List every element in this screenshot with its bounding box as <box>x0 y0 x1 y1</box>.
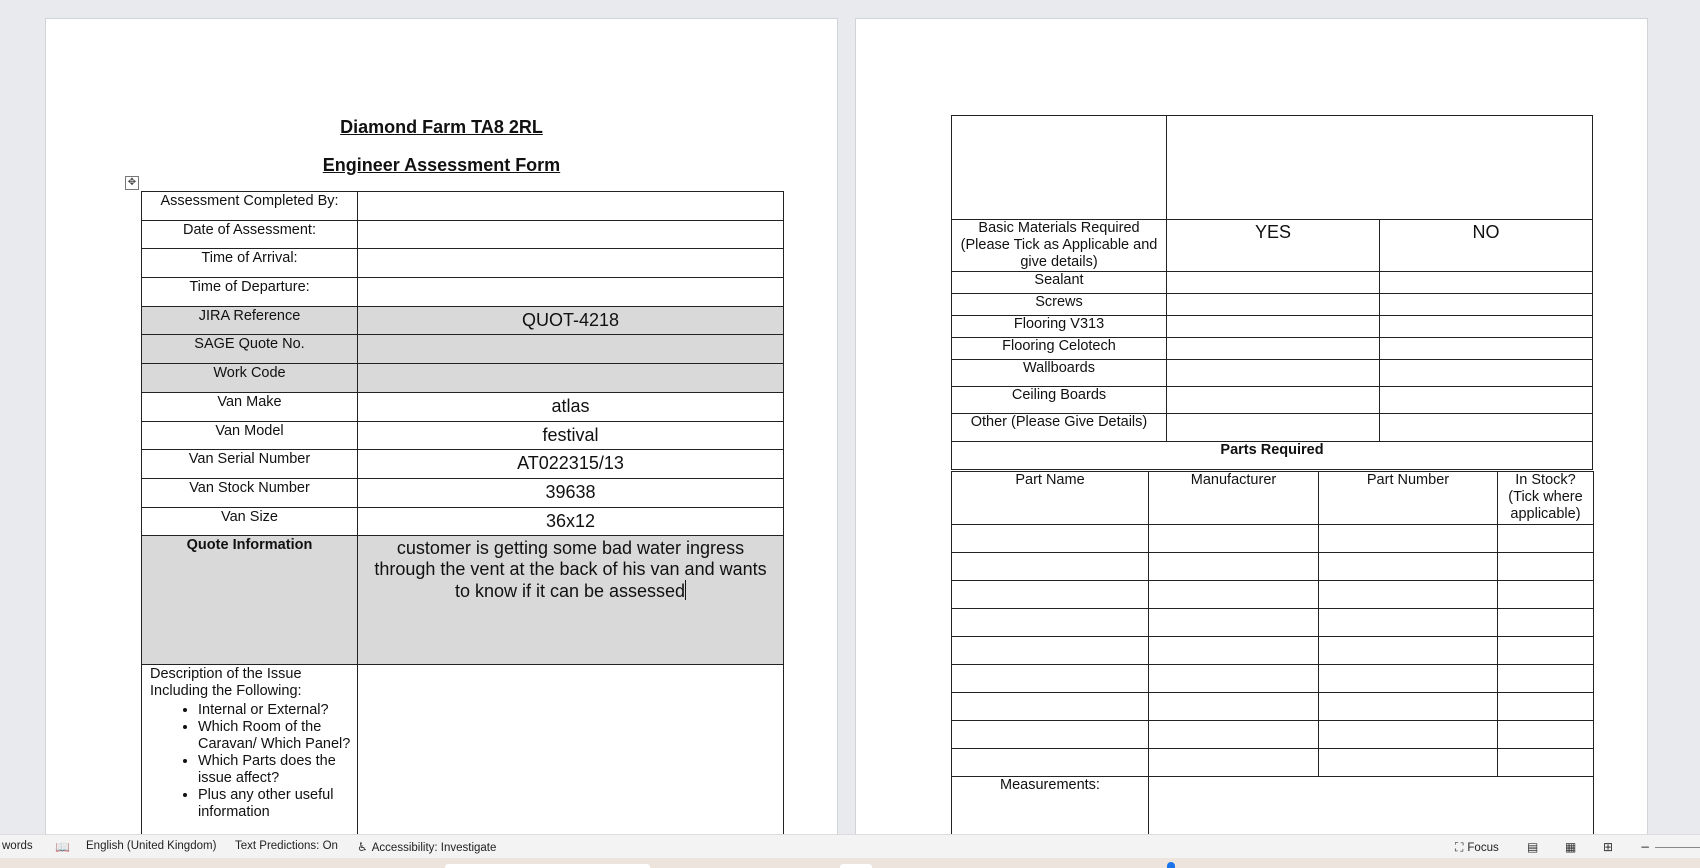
parts-cell[interactable] <box>1149 553 1319 581</box>
value-cell[interactable] <box>358 364 784 393</box>
list-item: • Plus any other useful information <box>198 787 353 821</box>
parts-cell[interactable] <box>952 637 1149 665</box>
parts-column-header: In Stock? (Tick where applicable) <box>1498 472 1594 525</box>
material-label: Other (Please Give Details) <box>952 414 1167 442</box>
focus-label: Focus <box>1467 842 1499 854</box>
material-label: Screws <box>952 294 1167 316</box>
parts-cell[interactable] <box>1149 609 1319 637</box>
parts-cell[interactable] <box>1498 721 1594 749</box>
print-layout-button[interactable] <box>1565 840 1580 854</box>
parts-cell[interactable] <box>952 721 1149 749</box>
table-row <box>952 665 1594 693</box>
web-layout-button[interactable] <box>1603 840 1617 854</box>
taskbar-item[interactable] <box>445 864 650 868</box>
label-cell: Work Code <box>142 364 358 393</box>
print-layout-icon: ▦ <box>1565 840 1577 854</box>
word-count[interactable] <box>2 840 33 852</box>
taskbar-item[interactable] <box>840 864 872 868</box>
list-item: • Internal or External? <box>198 702 353 719</box>
material-label: Sealant <box>952 272 1167 294</box>
no-cell[interactable] <box>1380 294 1593 316</box>
focus-button[interactable] <box>1455 840 1499 855</box>
parts-cell[interactable] <box>1149 665 1319 693</box>
van-size-value[interactable]: 36x12 <box>358 507 784 536</box>
parts-cell[interactable] <box>1319 721 1498 749</box>
yes-cell[interactable] <box>1167 338 1380 360</box>
no-cell[interactable] <box>1380 414 1593 442</box>
parts-cell[interactable] <box>1319 637 1498 665</box>
yes-cell[interactable] <box>1167 272 1380 294</box>
status-bar <box>0 834 1700 858</box>
web-layout-icon: ⊞ <box>1603 840 1614 854</box>
label-cell: Time of Arrival: <box>142 249 358 278</box>
document-page-1[interactable] <box>45 18 838 838</box>
parts-cell[interactable] <box>952 581 1149 609</box>
parts-column-header: Part Name <box>952 472 1149 525</box>
zoom-slider[interactable] <box>1655 847 1700 848</box>
label-cell: Time of Departure: <box>142 278 358 307</box>
value-cell[interactable] <box>358 220 784 249</box>
materials-table <box>951 115 1593 470</box>
jira-reference-value[interactable]: QUOT-4218 <box>358 306 784 335</box>
label-cell: Van Model <box>142 421 358 450</box>
zoom-out-button[interactable] <box>1640 840 1654 854</box>
parts-cell[interactable] <box>1498 609 1594 637</box>
table-row <box>952 581 1594 609</box>
yes-cell[interactable] <box>1167 387 1380 414</box>
parts-cell[interactable] <box>952 525 1149 553</box>
parts-cell[interactable] <box>1498 693 1594 721</box>
value-cell[interactable] <box>358 192 784 221</box>
parts-cell[interactable] <box>952 693 1149 721</box>
parts-cell[interactable] <box>952 665 1149 693</box>
accessibility-label: Accessibility: Investigate <box>371 842 497 854</box>
table-row <box>952 693 1594 721</box>
read-mode-button[interactable] <box>1527 840 1542 854</box>
parts-cell[interactable] <box>1319 609 1498 637</box>
label-cell: Van Size <box>142 507 358 536</box>
focus-icon: ⛶ <box>1455 840 1464 854</box>
parts-cell[interactable] <box>1319 525 1498 553</box>
list-item: • Which Room of the Caravan/ Which Panel? <box>198 719 353 753</box>
label-cell: JIRA Reference <box>142 306 358 335</box>
empty-cell[interactable] <box>1167 116 1593 220</box>
parts-table <box>951 471 1594 847</box>
table-move-handle-icon[interactable]: ✥ <box>125 176 139 190</box>
read-mode-icon: ▤ <box>1527 840 1539 854</box>
yes-cell[interactable] <box>1167 360 1380 387</box>
description-label-cell <box>142 665 358 855</box>
material-label: Wallboards <box>952 360 1167 387</box>
parts-column-header: Manufacturer <box>1149 472 1319 525</box>
word-count-label: words <box>2 840 33 852</box>
no-column-header: NO <box>1380 220 1593 272</box>
material-label: Flooring V313 <box>952 316 1167 338</box>
table-row <box>952 721 1594 749</box>
label-cell: Van Serial Number <box>142 450 358 479</box>
parts-cell[interactable] <box>1319 665 1498 693</box>
parts-required-heading: Parts Required <box>952 442 1593 470</box>
description-bullet-list <box>198 702 353 821</box>
parts-cell[interactable] <box>1498 581 1594 609</box>
yes-cell[interactable] <box>1167 316 1380 338</box>
parts-cell[interactable] <box>1149 721 1319 749</box>
quote-information-label: Quote Information <box>142 536 358 665</box>
parts-cell[interactable] <box>1498 637 1594 665</box>
van-model-value[interactable]: festival <box>358 421 784 450</box>
table-row <box>952 749 1594 777</box>
value-cell[interactable] <box>358 278 784 307</box>
parts-cell[interactable] <box>1319 581 1498 609</box>
parts-cell[interactable] <box>1149 749 1319 777</box>
parts-cell[interactable] <box>1149 525 1319 553</box>
parts-cell[interactable] <box>1498 553 1594 581</box>
list-item: • Which Parts does the issue affect? <box>198 753 353 787</box>
parts-cell[interactable] <box>1319 749 1498 777</box>
parts-cell[interactable] <box>1319 693 1498 721</box>
label-cell: Van Make <box>142 392 358 421</box>
materials-header: Basic Materials Required (Please Tick as Applicable and give details) <box>952 220 1167 272</box>
yes-cell[interactable] <box>1167 294 1380 316</box>
material-label: Ceiling Boards <box>952 387 1167 414</box>
document-page-2[interactable] <box>855 18 1648 838</box>
van-make-value[interactable]: atlas <box>358 392 784 421</box>
label-cell: Assessment Completed By: <box>142 192 358 221</box>
quote-information-text[interactable]: customer is getting some bad water ingress through the vent at the back of his van and wants to know if it can be assessed <box>374 538 767 602</box>
notification-badge-icon <box>1167 862 1175 868</box>
label-cell: SAGE Quote No. <box>142 335 358 364</box>
parts-cell[interactable] <box>1149 637 1319 665</box>
table-row <box>952 609 1594 637</box>
parts-cell[interactable] <box>1319 553 1498 581</box>
no-cell[interactable] <box>1380 316 1593 338</box>
parts-cell[interactable] <box>1498 525 1594 553</box>
assessment-table <box>141 191 784 855</box>
empty-cell[interactable] <box>952 116 1167 220</box>
no-cell[interactable] <box>1380 360 1593 387</box>
form-title: Engineer Assessment Form <box>322 155 561 175</box>
van-stock-value[interactable]: 39638 <box>358 478 784 507</box>
parts-cell[interactable] <box>1149 581 1319 609</box>
quote-information-cell[interactable] <box>358 536 784 665</box>
text-cursor <box>685 580 686 600</box>
label-cell: Van Stock Number <box>142 478 358 507</box>
language-label: English (United Kingdom) <box>86 840 217 852</box>
text-predictions-status[interactable] <box>235 840 338 852</box>
measurements-label: Measurements: <box>952 777 1149 847</box>
parts-cell[interactable] <box>1149 693 1319 721</box>
zoom-out-icon: − <box>1640 840 1651 854</box>
text-predictions-label: Text Predictions: On <box>235 840 338 852</box>
parts-cell[interactable] <box>952 553 1149 581</box>
document-title: Diamond Farm TA8 2RL <box>340 117 543 137</box>
language-status[interactable] <box>86 840 216 852</box>
value-cell[interactable] <box>358 249 784 278</box>
description-label: Description of the Issue Including the Following: <box>150 666 302 700</box>
material-label: Flooring Celotech <box>952 338 1167 360</box>
taskbar <box>0 858 1700 868</box>
parts-cell[interactable] <box>952 749 1149 777</box>
no-cell[interactable] <box>1380 272 1593 294</box>
table-row <box>952 525 1594 553</box>
yes-cell[interactable] <box>1167 414 1380 442</box>
book-check-icon: 📖 <box>55 840 70 854</box>
van-serial-value[interactable]: AT022315/13 <box>358 450 784 479</box>
parts-cell[interactable] <box>952 609 1149 637</box>
accessibility-status[interactable] <box>357 840 496 854</box>
parts-column-header: Part Number <box>1319 472 1498 525</box>
no-cell[interactable] <box>1380 338 1593 360</box>
parts-cell[interactable] <box>1498 749 1594 777</box>
parts-cell[interactable] <box>1498 665 1594 693</box>
accessibility-icon: ♿ <box>357 840 368 854</box>
no-cell[interactable] <box>1380 387 1593 414</box>
proofing-status[interactable] <box>55 840 74 854</box>
label-cell: Date of Assessment: <box>142 220 358 249</box>
table-row <box>952 637 1594 665</box>
description-value-cell[interactable] <box>358 665 784 855</box>
yes-column-header: YES <box>1167 220 1380 272</box>
value-cell[interactable] <box>358 335 784 364</box>
table-row <box>952 553 1594 581</box>
